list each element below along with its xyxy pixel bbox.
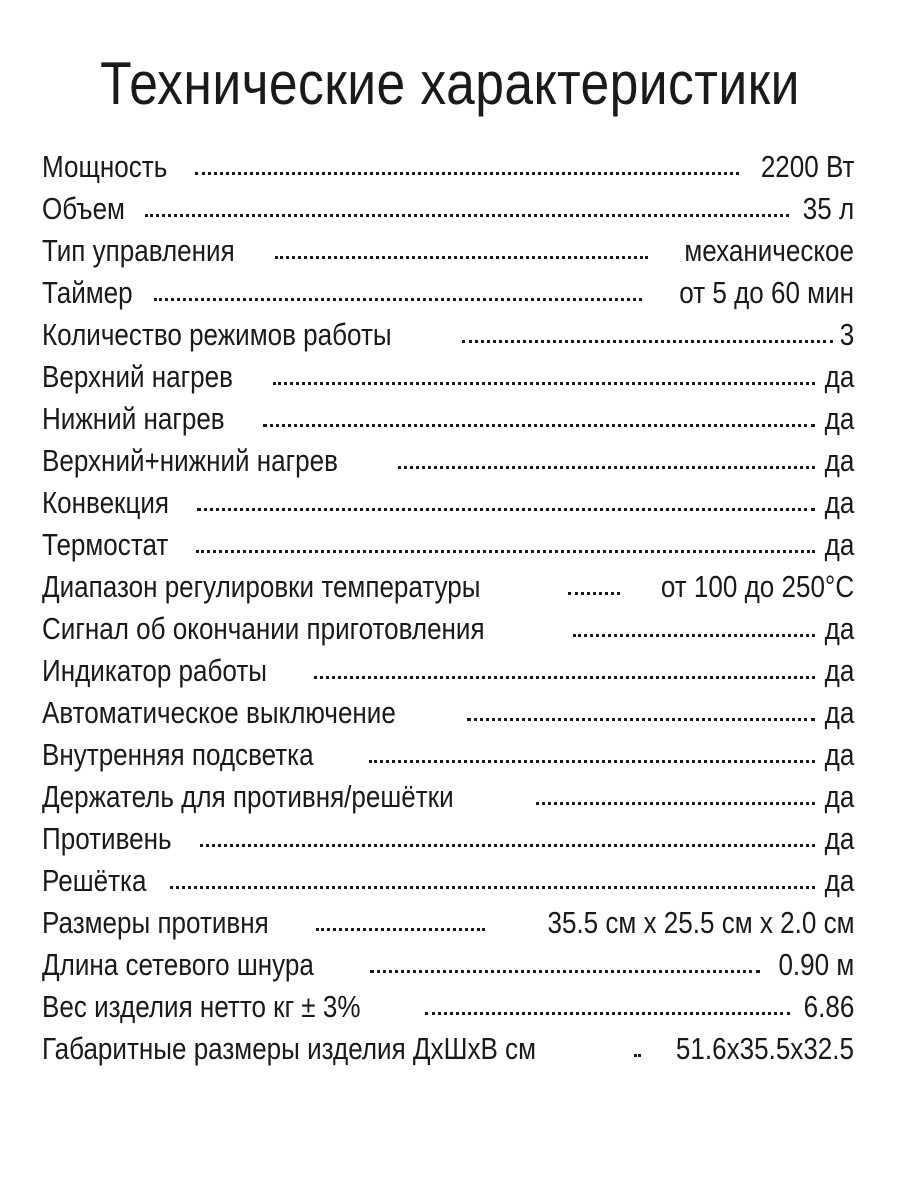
spec-row-timer (42, 272, 854, 314)
spec-value: от 100 до 250°С (660, 569, 854, 604)
spec-row-modes-count (42, 314, 854, 356)
dot-leader (568, 588, 620, 595)
spec-row-indicator (42, 650, 854, 692)
dot-leader (398, 462, 814, 469)
spec-value: да (824, 401, 854, 436)
spec-row-thermostat (42, 524, 854, 566)
spec-label: Нижний нагрев (42, 401, 225, 436)
spec-row-bottom-heating (42, 398, 854, 440)
dot-leader (273, 378, 814, 385)
spec-value: да (824, 653, 854, 688)
spec-label: Размеры противня (42, 905, 269, 940)
dot-leader (145, 210, 789, 217)
spec-value: механическое (684, 233, 854, 268)
spec-label: Индикатор работы (42, 653, 267, 688)
dot-leader (467, 714, 814, 721)
dot-leader (195, 168, 738, 175)
spec-label: Сигнал об окончании приготовления (42, 611, 485, 646)
dot-leader (170, 882, 814, 889)
spec-row-tray-holder (42, 776, 854, 818)
spec-label: Количество режимов работы (42, 317, 392, 352)
specs-list (42, 146, 854, 1070)
spec-row-tray-dimensions (42, 902, 854, 944)
spec-label: Объем (42, 191, 125, 226)
spec-label: Конвекция (42, 485, 170, 520)
spec-row-interior-light (42, 734, 854, 776)
dot-leader (316, 924, 485, 931)
spec-value: да (824, 821, 854, 856)
spec-value: 35.5 см х 25.5 см х 2.0 см (546, 905, 854, 940)
spec-row-convection (42, 482, 854, 524)
spec-value: да (824, 737, 854, 772)
spec-row-power (42, 146, 854, 188)
spec-value: 3 (839, 317, 854, 352)
spec-row-top-bottom-heating (42, 440, 854, 482)
spec-label: Автоматическое выключение (42, 695, 396, 730)
dot-leader (425, 1008, 790, 1015)
dot-leader (634, 1050, 638, 1057)
dot-leader (200, 840, 814, 847)
spec-label: Габаритные размеры изделия ДхШхВ см (42, 1031, 536, 1066)
spec-row-temperature-range (42, 566, 854, 608)
spec-value: да (824, 485, 854, 520)
spec-value: 51.6х35.5х32.5 (675, 1031, 854, 1066)
spec-value: да (824, 611, 854, 646)
dot-leader (314, 672, 815, 679)
spec-value: да (824, 863, 854, 898)
spec-row-net-weight (42, 986, 854, 1028)
dot-leader (369, 756, 814, 763)
spec-row-baking-tray (42, 818, 854, 860)
spec-row-overall-dimensions (42, 1028, 854, 1070)
spec-label: Держатель для противня/решётки (42, 779, 454, 814)
spec-value: да (824, 443, 854, 478)
spec-label: Вес изделия нетто кг ± 3% (42, 989, 361, 1024)
dot-leader (154, 294, 642, 301)
spec-row-auto-off (42, 692, 854, 734)
spec-label: Мощность (42, 149, 168, 184)
spec-label: Верхний+нижний нагрев (42, 443, 338, 478)
spec-label: Диапазон регулировки температуры (42, 569, 481, 604)
dot-leader (275, 252, 648, 259)
dot-leader (196, 546, 814, 553)
spec-label: Термостат (42, 527, 169, 562)
spec-value: 0.90 м (778, 947, 854, 982)
spec-value: 2200 Вт (760, 149, 854, 184)
spec-label: Длина сетевого шнура (42, 947, 314, 982)
dot-leader (573, 630, 815, 637)
dot-leader (462, 336, 833, 343)
spec-value: да (824, 779, 854, 814)
spec-value: да (824, 527, 854, 562)
spec-label: Тип управления (42, 233, 235, 268)
spec-value: 35 л (802, 191, 854, 226)
spec-value: от 5 до 60 мин (679, 275, 854, 310)
dot-leader (263, 420, 814, 427)
dot-leader (197, 504, 814, 511)
spec-row-control-type (42, 230, 854, 272)
spec-label: Противень (42, 821, 172, 856)
spec-label: Таймер (42, 275, 133, 310)
spec-label: Верхний нагрев (42, 359, 233, 394)
spec-row-grill-rack (42, 860, 854, 902)
spec-value: 6.86 (803, 989, 854, 1024)
spec-row-volume (42, 188, 854, 230)
spec-label: Внутренняя подсветка (42, 737, 314, 772)
spec-row-end-signal (42, 608, 854, 650)
spec-value: да (824, 695, 854, 730)
spec-row-cord-length (42, 944, 854, 986)
spec-row-top-heating (42, 356, 854, 398)
spec-value: да (824, 359, 854, 394)
dot-leader (370, 966, 760, 973)
dot-leader (536, 798, 815, 805)
spec-label: Решётка (42, 863, 147, 898)
page-title: Технические характеристики (100, 50, 800, 117)
